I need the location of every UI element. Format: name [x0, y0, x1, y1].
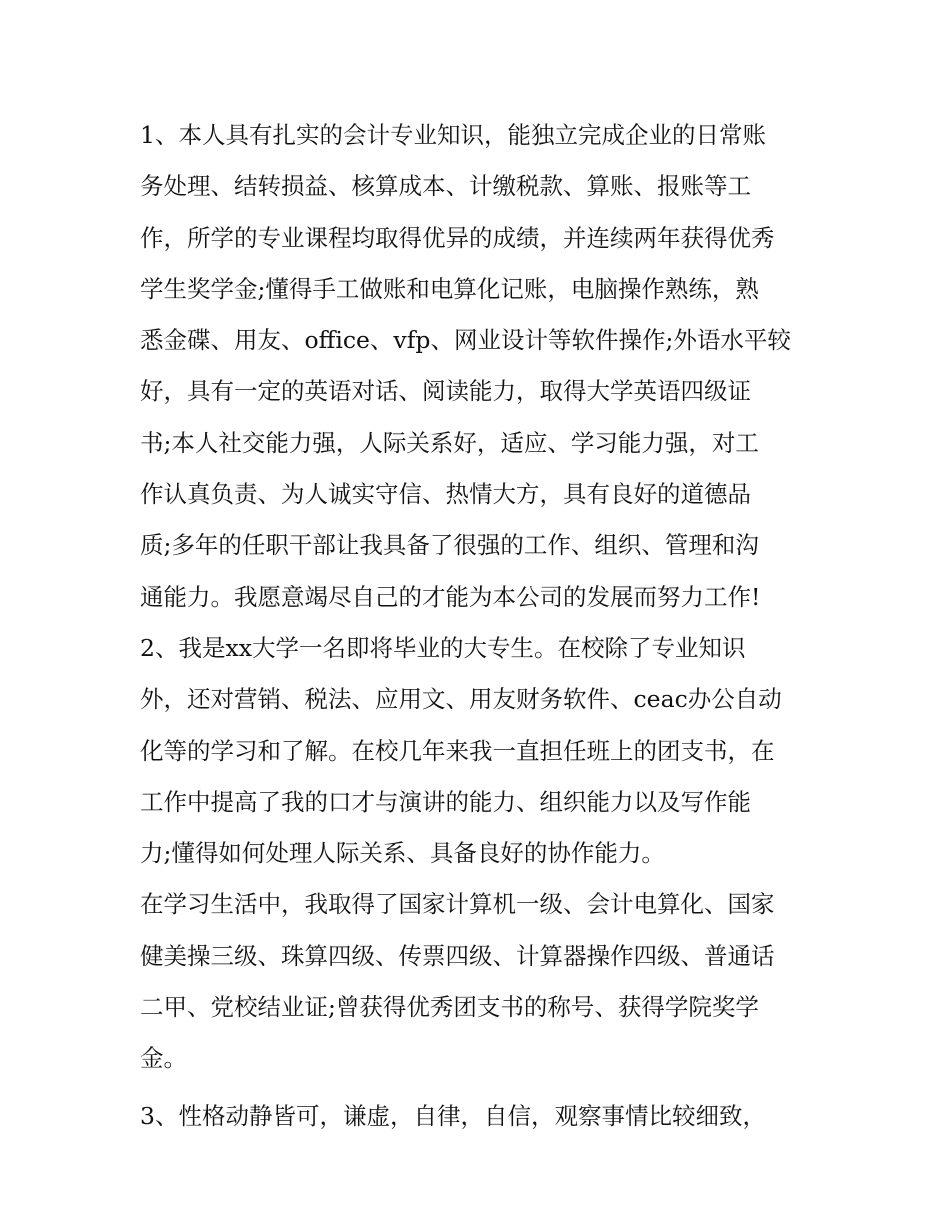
text-line: 在学习生活中，我取得了国家计算机一级、会计电算化、国家	[140, 890, 775, 919]
text-line: 化等的学习和了解。在校几年来我一直担任班上的团支书，在	[140, 736, 775, 765]
text-line: 作，所学的专业课程均取得优异的成绩，并连续两年获得优秀	[140, 223, 775, 252]
text-line: 力;懂得如何处理人际关系、具备良好的协作能力。	[140, 839, 665, 868]
text-line: 质;多年的任职干部让我具备了很强的工作、组织、管理和沟	[140, 531, 759, 560]
text-line: 好，具有一定的英语对话、阅读能力，取得大学英语四级证	[140, 377, 751, 406]
text-line: 悉金碟、用友、office、vfp、网业设计等软件操作;外语水平较	[140, 326, 791, 355]
text-line: 3、性格动静皆可，谦虚，自律，自信，观察事情比较细致，	[140, 1101, 766, 1130]
text-line: 通能力。我愿意竭尽自己的才能为本公司的发展而努力工作!	[140, 582, 761, 611]
text-line: 工作中提高了我的口才与演讲的能力、组织能力以及写作能	[140, 787, 751, 816]
text-line: 2、我是xx大学一名即将毕业的大专生。在校除了专业知识	[140, 633, 746, 662]
text-line: 1、本人具有扎实的会计专业知识，能独立完成企业的日常账	[140, 121, 766, 149]
text-line: 健美操三级、珠算四级、传票四级、计算器操作四级、普通话	[140, 941, 775, 970]
text-line: 书;本人社交能力强，人际关系好，适应、学习能力强，对工	[140, 428, 759, 457]
text-line: 金。	[140, 1044, 187, 1073]
text-line: 外，还对营销、税法、应用文、用友财务软件、ceac办公自动	[140, 685, 782, 714]
text-line: 务处理、结转损益、核算成本、计缴税款、算账、报账等工	[140, 172, 751, 201]
text-line: 学生奖学金;懂得手工做账和电算化记账，电脑操作熟练，熟	[140, 274, 759, 303]
document-body	[140, 110, 830, 1136]
text-line: 二甲、党校结业证;曾获得优秀团支书的称号、获得学院奖学	[140, 993, 759, 1022]
text-line: 作认真负责、为人诚实守信、热情大方，具有良好的道德品	[140, 480, 751, 509]
